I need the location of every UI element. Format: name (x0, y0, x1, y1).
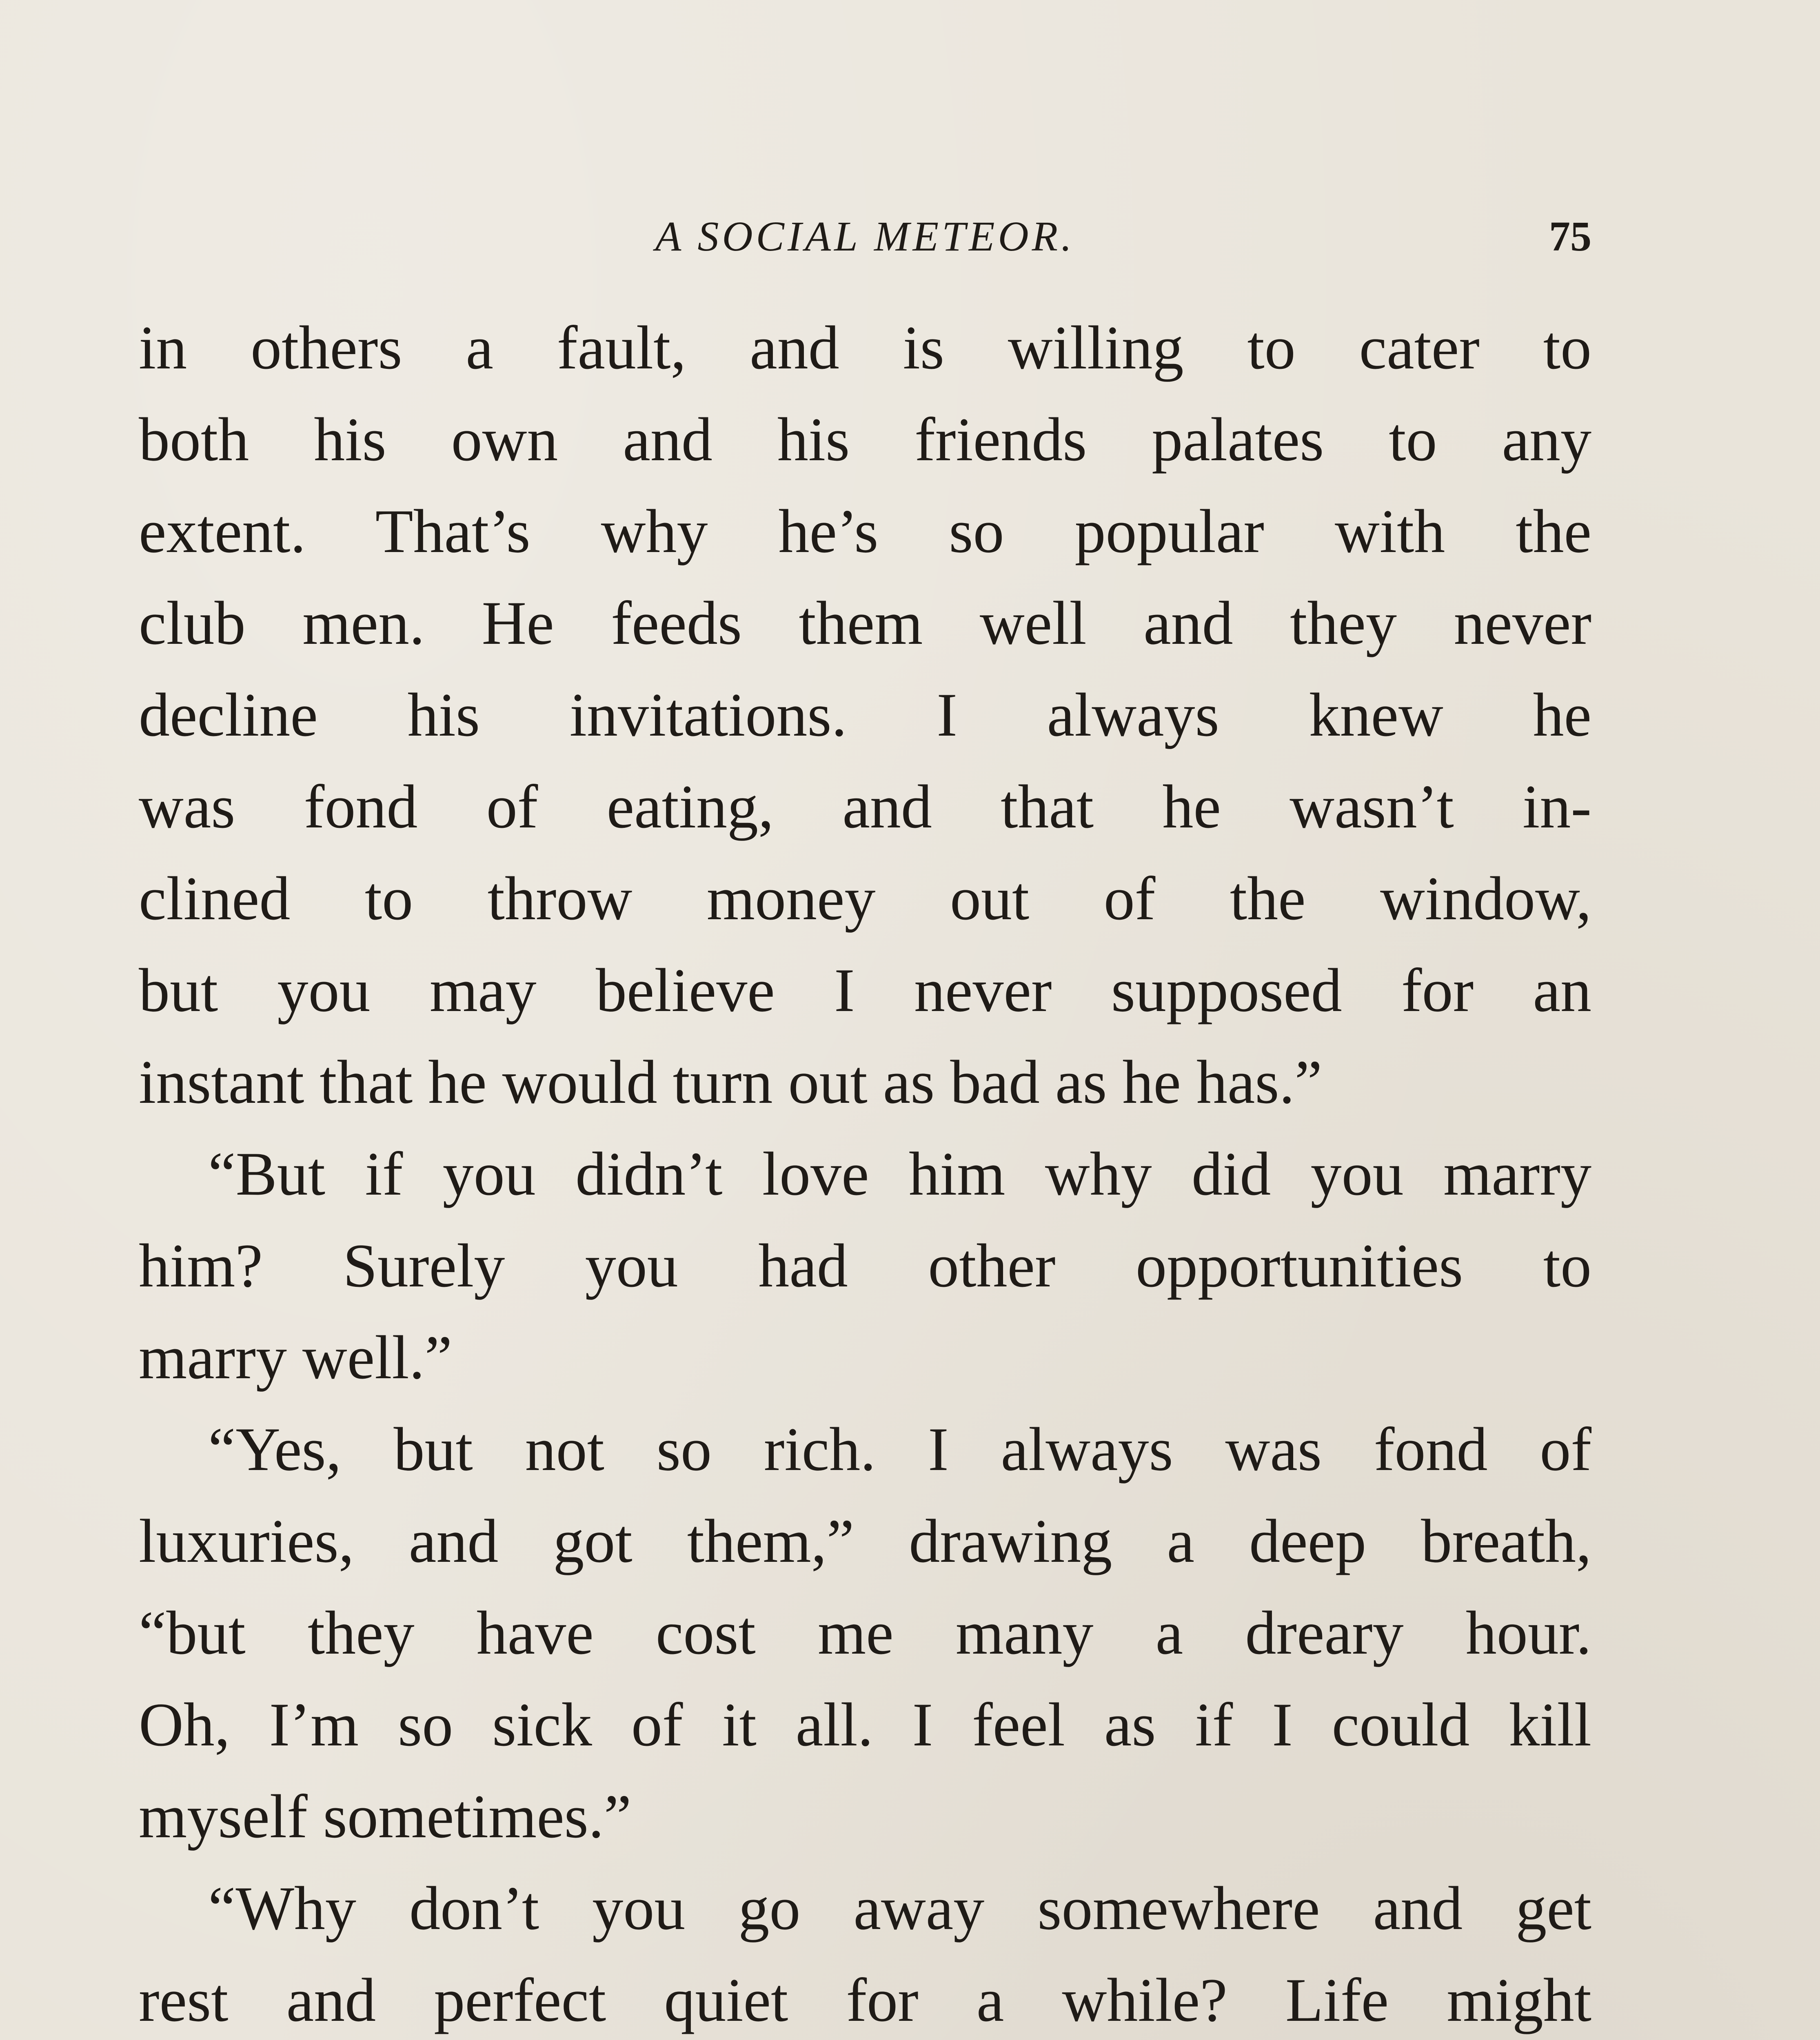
text-line: “Why don’t you go away somewhere and get (208, 1874, 1591, 1942)
text-line: luxuries, and got them,” drawing a deep breath, (139, 1507, 1591, 1575)
text-line: club men. He feeds them well and they never (139, 589, 1591, 657)
text-line: marry well.” (139, 1323, 453, 1392)
text-line: clined to throw money out of the window, (139, 864, 1591, 933)
running-title: A SOCIAL METEOR. (655, 213, 1075, 260)
text-line: but you may believe I never supposed for an (139, 956, 1591, 1024)
text-line: “but they have cost me many a dreary hour. (139, 1599, 1591, 1667)
running-head (139, 204, 1591, 269)
text-line: both his own and his friends palates to any (139, 405, 1591, 474)
text-line: extent. That’s why he’s so popular with the (139, 497, 1591, 565)
page-number: 75 (1549, 213, 1591, 260)
text-line: was fond of eating, and that he wasn’t in- (139, 772, 1591, 841)
text-line: decline his invitations. I always knew he (139, 681, 1591, 749)
text-line: rest and perfect quiet for a while? Life might (139, 1966, 1591, 2034)
body-text (139, 302, 1591, 2040)
text-line: Oh, I’m so sick of it all. I feel as if I could kill (139, 1690, 1591, 1759)
text-line: myself sometimes.” (139, 1782, 632, 1851)
text-line: in others a fault, and is willing to cater to (139, 313, 1591, 382)
text-line: instant that he would turn out as bad as he has.” (139, 1048, 1323, 1116)
text-line: “But if you didn’t love him why did you marry (208, 1140, 1591, 1208)
text-line: him? Surely you had other opportunities to (139, 1231, 1591, 1300)
text-line: “Yes, but not so rich. I always was fond of (208, 1415, 1591, 1483)
